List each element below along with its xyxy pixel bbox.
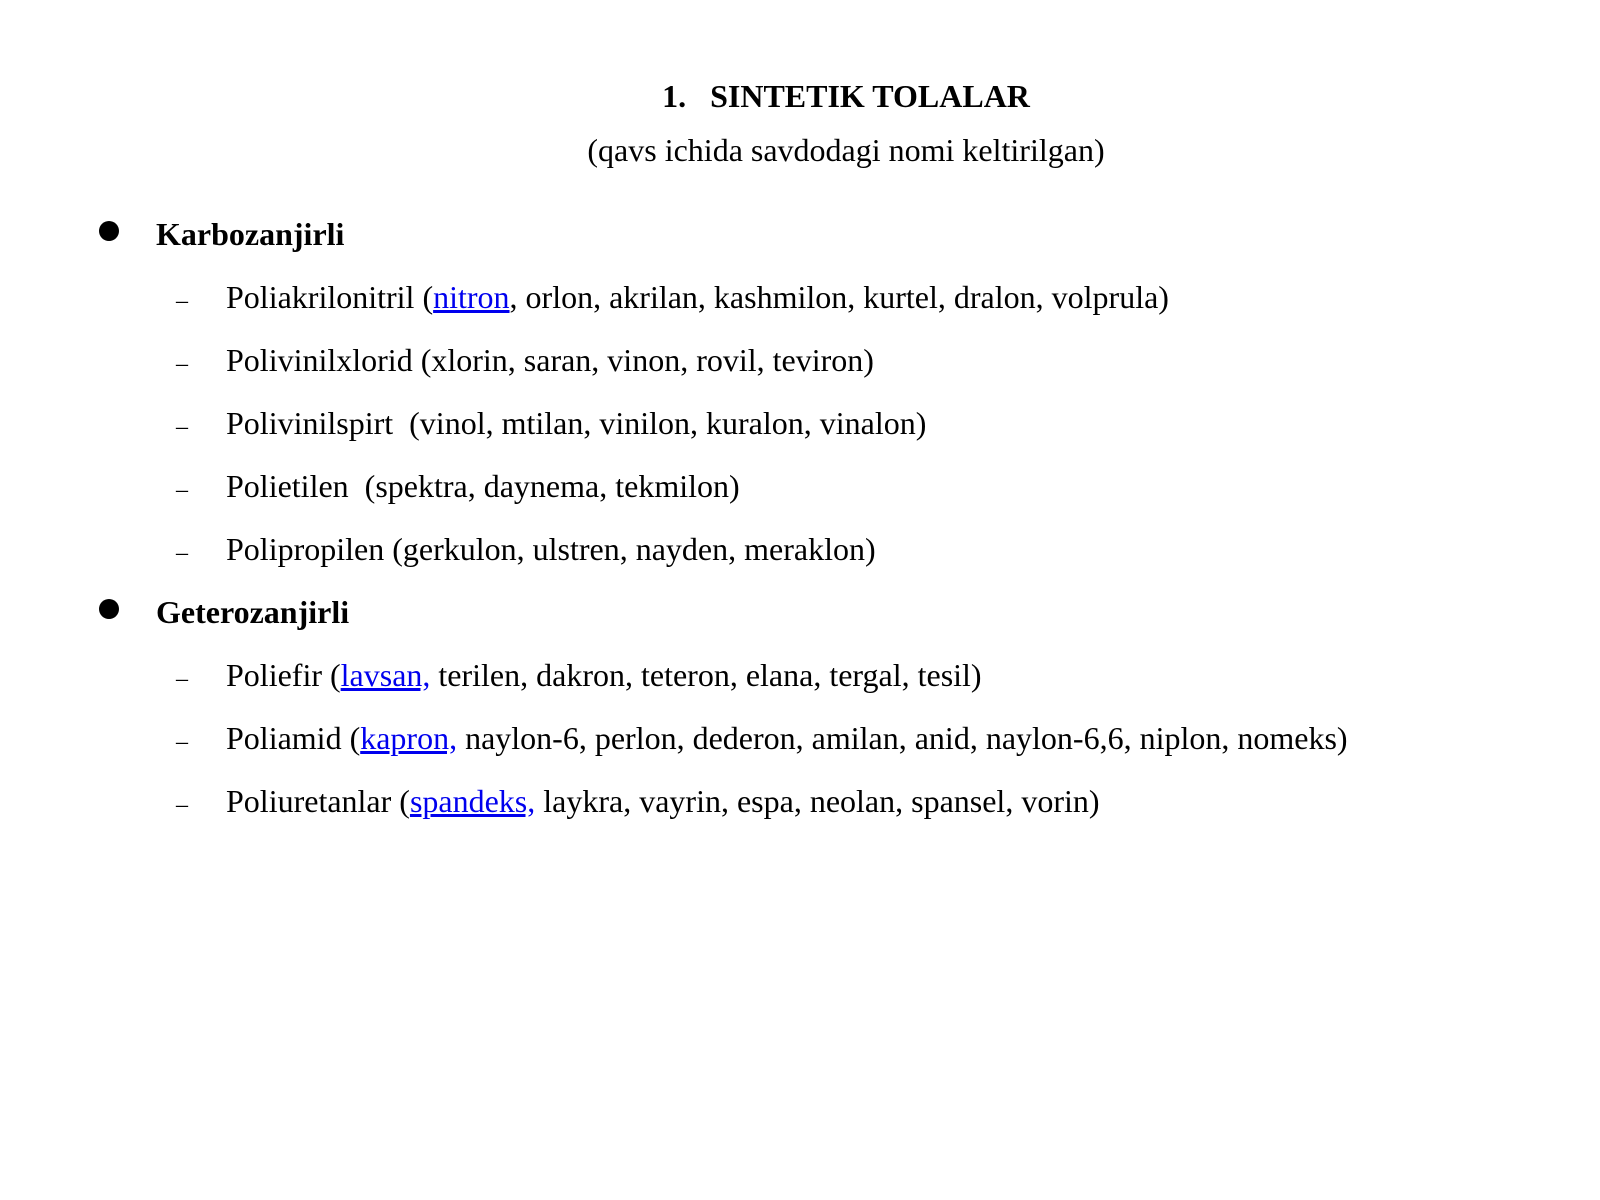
section-heading-geterozanjirli: Geterozanjirli [156, 594, 350, 630]
list-item [176, 779, 1100, 827]
fiber-name: Poliefir ( [226, 657, 341, 693]
title-text: SINTETIK TOLALAR [710, 78, 1030, 114]
trade-name-link[interactable]: lavsan, [340, 657, 431, 693]
trade-name-link[interactable]: spandeks, [409, 783, 536, 819]
trade-names: laykra, vayrin, espa, neolan, spansel, vorin) [535, 783, 1100, 819]
dash-icon: – [176, 288, 188, 314]
dash-icon: – [176, 414, 188, 440]
dash-icon: – [176, 666, 188, 692]
list-item [176, 716, 1348, 764]
trade-names: terilen, dakron, teteron, elana, tergal, tesil) [430, 657, 982, 693]
trade-names: naylon-6, perlon, dederon, amilan, anid, naylon-6,6, niplon, nomeks) [457, 720, 1348, 756]
title-block [0, 74, 1600, 172]
section-heading-karbozanjirli: Karbozanjirli [156, 216, 345, 252]
dash-icon: – [176, 540, 188, 566]
list-item [176, 275, 1169, 323]
list-item [176, 464, 740, 512]
trade-names: , orlon, akrilan, kashmilon, kurtel, dralon, volprula) [509, 279, 1169, 315]
slide-title [0, 74, 1600, 118]
fiber-name: Poliakrilonitril ( [226, 279, 434, 315]
dash-icon: – [176, 351, 188, 377]
item-text: Polivinilxlorid (xlorin, saran, vinon, rovil, teviron) [226, 342, 874, 378]
item-text: Polietilen (spektra, daynema, tekmilon) [226, 468, 740, 504]
item-text: Polivinilspirt (vinol, mtilan, vinilon, kuralon, vinalon) [226, 405, 927, 441]
list-item [176, 527, 876, 575]
fiber-name: Poliuretanlar ( [226, 783, 410, 819]
item-text: Polipropilen (gerkulon, ulstren, nayden, meraklon) [226, 531, 876, 567]
dash-icon: – [176, 477, 188, 503]
trade-name-link[interactable]: kapron, [360, 720, 458, 756]
bullet-icon [99, 221, 119, 241]
fiber-name: Poliamid ( [226, 720, 361, 756]
title-number: 1. [662, 78, 687, 114]
bullet-icon [99, 599, 119, 619]
dash-icon: – [176, 792, 188, 818]
list-item [176, 401, 926, 449]
slide-subtitle: (qavs ichida savdodagi nomi keltirilgan) [587, 132, 1105, 168]
list-item [176, 338, 874, 386]
dash-icon: – [176, 729, 188, 755]
list-item [176, 653, 982, 701]
trade-name-link[interactable]: nitron [433, 279, 510, 315]
